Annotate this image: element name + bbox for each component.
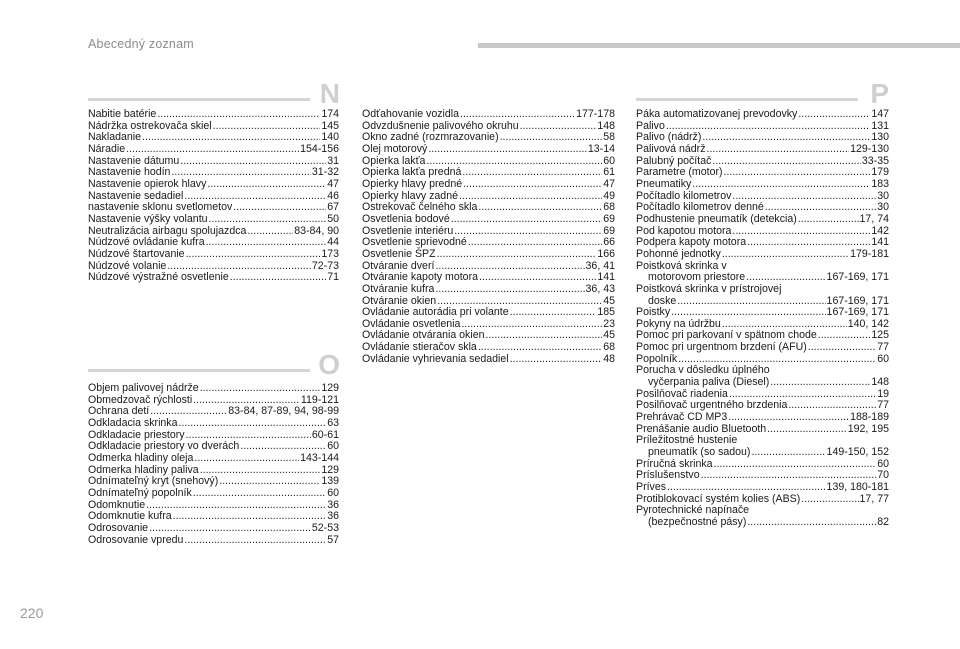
entry-label: Ovládanie osvetlenia — [362, 317, 461, 330]
leader-dots — [714, 459, 877, 471]
index-entry — [636, 249, 889, 261]
header-title: Abecedný zoznam — [88, 37, 194, 51]
section-divider — [88, 98, 310, 101]
index-entry — [636, 482, 889, 494]
leader-dots — [126, 144, 299, 156]
entry-label: Pokyny na údržbu — [636, 317, 721, 330]
entry-label: Príslušenstvo — [636, 469, 700, 482]
index-entry — [636, 435, 889, 458]
entry-pages: 49 — [603, 189, 615, 202]
entry-label: Odomknutie kufra — [88, 510, 172, 523]
entry-pages: 23 — [603, 317, 615, 330]
index-entry — [88, 109, 339, 121]
leader-dots — [209, 214, 327, 226]
header-bar — [478, 43, 960, 48]
entry-label: Odmerka hladiny oleja — [88, 451, 194, 464]
entry-sublabel: doske — [648, 294, 677, 307]
entry-label: Nastavenie opierok hlavy — [88, 177, 207, 190]
entry-pages: 58 — [603, 131, 615, 144]
leader-dots — [801, 494, 858, 506]
section-letter: O — [318, 349, 340, 380]
entry-label: Prehrávač CD MP3 — [636, 411, 728, 424]
entry-label: Pomoc pri urgentnom brzdení (AFU) — [636, 341, 807, 354]
entry-sub — [636, 447, 889, 459]
entry-label: Prenášanie audio Bluetooth — [636, 422, 767, 435]
entry-label: Ovládanie otvárania okien — [362, 329, 485, 342]
entry-label: Príručná skrinka — [636, 457, 713, 470]
entry-label: Odkladacie priestory — [88, 428, 185, 441]
leader-dots — [722, 249, 849, 261]
leader-dots — [179, 418, 327, 430]
entry-label: Otváranie kufra — [362, 282, 435, 295]
entry-pages: 174 — [321, 108, 339, 120]
entry-label: Opierka lakťa — [362, 154, 426, 167]
leader-dots — [454, 226, 602, 238]
entry-label: Nádržka ostrekovača skiel — [88, 119, 212, 132]
entry-label: Núdzové štartovanie — [88, 247, 185, 260]
entry-label: Ostrekovač čelného skla — [362, 201, 478, 214]
entry-label: Núdzové výstražné osvetlenie — [88, 271, 229, 284]
index-entry — [636, 179, 889, 191]
index-entry — [88, 523, 339, 535]
entry-pages: 143-144 — [300, 451, 339, 464]
entry-pages: 30 — [877, 189, 889, 202]
entry-label: Odkladacia skrinka — [88, 416, 178, 429]
index-entry — [636, 261, 889, 284]
entry-label: Núdzové volanie — [88, 259, 167, 272]
index-entry — [362, 109, 615, 121]
section-letter: P — [870, 78, 889, 109]
leader-dots — [462, 167, 602, 179]
index-entry — [636, 109, 889, 121]
entry-label: Opierky hlavy predné — [362, 177, 463, 190]
entry-label: Ovládanie vyhrievania sedadiel — [362, 352, 509, 365]
leader-dots — [747, 517, 876, 529]
entry-label: Poistková skrinka v — [636, 259, 727, 272]
entry-label: Náradie — [88, 142, 126, 155]
entry-pages: 77 — [877, 341, 889, 354]
entry-label: Počítadlo kilometrov — [636, 189, 732, 202]
leader-dots — [702, 132, 870, 144]
index-entry — [88, 272, 339, 284]
entry-label: Nabitie batérie — [88, 108, 157, 120]
index-entry — [362, 284, 615, 296]
leader-dots — [460, 109, 575, 121]
index-entry — [636, 412, 889, 424]
index-column-n — [88, 109, 339, 284]
entry-pages: 177-178 — [576, 108, 615, 120]
entry-pages: 167-169, 171 — [826, 306, 889, 319]
entry-label: Páka automatizovanej prevodovky — [636, 108, 798, 120]
entry-label: Núdzové ovládanie kufra — [88, 236, 205, 249]
entry-pages: 36 — [327, 510, 339, 523]
entry-label: Pneumatiky — [636, 177, 692, 190]
entry-label: Odnímateľný popolník — [88, 486, 192, 499]
leader-dots — [459, 191, 602, 203]
entry-label: Nastavenie výšky volantu — [88, 212, 208, 225]
entry-pages: 149-150, 152 — [826, 446, 889, 459]
entry-label: Nakladanie — [88, 131, 142, 144]
entry-pages: 60 — [877, 457, 889, 470]
entry-label: Odkladacie priestory vo dverách — [88, 440, 240, 453]
entry-pages: 179-181 — [850, 247, 889, 260]
entry-pages: 131 — [871, 119, 889, 132]
entry-label: Poistky — [636, 306, 671, 319]
index-entry — [362, 249, 615, 261]
entry-pages: 17, 77 — [859, 492, 889, 505]
leader-dots — [207, 179, 326, 191]
leader-dots — [732, 226, 870, 238]
leader-dots — [200, 383, 321, 395]
entry-pages: 36, 43 — [585, 282, 615, 295]
index-entry — [88, 144, 339, 156]
entry-pages: 31 — [327, 154, 339, 167]
entry-label: Odvzdušnenie palivového okruhu — [362, 119, 519, 132]
entry-pages: 71 — [327, 271, 339, 284]
entry-pages: 66 — [603, 236, 615, 249]
section-p-heading — [636, 78, 889, 110]
entry-pages: 47 — [327, 177, 339, 190]
entry-pages: 60 — [877, 352, 889, 365]
leader-dots — [468, 237, 602, 249]
leader-dots — [478, 202, 602, 214]
entry-pages: 67 — [327, 201, 339, 214]
entry-pages: 140, 142 — [847, 317, 889, 330]
entry-label: Palivo (nádrž) — [636, 131, 702, 144]
entry-label: Pod kapotou motora — [636, 224, 732, 237]
entry-pages: 69 — [603, 212, 615, 225]
entry-pages: 82 — [877, 515, 889, 528]
leader-dots — [219, 476, 320, 488]
leader-dots — [186, 249, 321, 261]
leader-dots — [437, 249, 597, 261]
leader-dots — [451, 214, 602, 226]
entry-pages: 60 — [327, 486, 339, 499]
entry-label: Nastavenie sedadiel — [88, 189, 184, 202]
index-entry — [88, 214, 339, 226]
leader-dots — [193, 488, 326, 500]
index-entry — [636, 505, 889, 528]
leader-dots — [247, 226, 293, 238]
entry-label: Palubný počítač — [636, 154, 712, 167]
entry-label: Olej motorový — [362, 142, 428, 155]
leader-dots — [677, 296, 825, 308]
leader-dots — [692, 179, 870, 191]
leader-dots — [479, 272, 596, 284]
entry-pages: 70 — [877, 469, 889, 482]
entry-pages: 52-53 — [311, 521, 339, 534]
entry-pages: 57 — [327, 533, 339, 546]
entry-pages: 83-84, 90 — [294, 224, 339, 237]
entry-pages: 148 — [871, 376, 889, 389]
entry-label: Pomoc pri parkovaní v spätnom chode — [636, 329, 817, 342]
entry-pages: 83-84, 87-89, 94, 98-99 — [228, 405, 339, 418]
entry-pages: 139 — [321, 475, 339, 488]
entry-sub — [636, 517, 889, 529]
entry-pages: 50 — [327, 212, 339, 225]
entry-pages: 154-156 — [300, 142, 339, 155]
leader-dots — [712, 156, 861, 168]
leader-dots — [486, 330, 603, 342]
entry-label: Počítadlo kilometrov denné — [636, 201, 764, 214]
entry-pages: 63 — [327, 416, 339, 429]
leader-dots — [798, 109, 870, 121]
entry-label: Ovládanie stieračov skla — [362, 341, 477, 354]
leader-dots — [428, 144, 587, 156]
entry-label: Podpera kapoty motora — [636, 236, 747, 249]
index-entry — [88, 383, 339, 395]
leader-dots — [233, 202, 326, 214]
index-entry — [636, 365, 889, 388]
entry-pages: 166 — [597, 247, 615, 260]
entry-pages: 179 — [871, 166, 889, 179]
leader-dots — [510, 354, 603, 366]
section-letter: N — [319, 78, 340, 109]
entry-label: Neutralizácia airbagu spolujazdca — [88, 224, 247, 237]
leader-dots — [463, 179, 602, 191]
leader-dots — [435, 284, 584, 296]
entry-pages: 68 — [603, 201, 615, 214]
entry-label: Príležitostné hustenie — [636, 434, 738, 447]
leader-dots — [146, 500, 326, 512]
entry-pages: 188-189 — [850, 411, 889, 424]
entry-label: nastavenie sklonu svetlometov — [88, 201, 233, 214]
entry-pages: 185 — [597, 306, 615, 319]
entry-label: Pohonné jednotky — [636, 247, 721, 260]
index-entry — [362, 354, 615, 366]
entry-label: Parametre (motor) — [636, 166, 723, 179]
entry-pages: 72-73 — [311, 259, 339, 272]
index-entry — [636, 284, 889, 307]
entry-pages: 130 — [871, 131, 889, 144]
leader-dots — [184, 535, 326, 547]
entry-label: Palivo — [636, 119, 665, 132]
entry-label: Osvetlenia bodové — [362, 212, 450, 225]
entry-label: Odnímateľný kryt (snehový) — [88, 475, 219, 488]
entry-sublabel: (bezpečnostné pásy) — [648, 515, 747, 528]
entry-label: Obmedzovač rýchlosti — [88, 393, 193, 406]
leader-dots — [770, 377, 870, 389]
index-entry — [88, 179, 339, 191]
entry-pages: 48 — [603, 352, 615, 365]
entry-pages: 125 — [871, 329, 889, 342]
entry-pages: 167-169, 171 — [826, 294, 889, 307]
entry-label: Osvetlenie interiéru — [362, 224, 454, 237]
leader-dots — [142, 132, 320, 144]
entry-label: Okno zadné (rozmrazovanie) — [362, 131, 499, 144]
index-column-o-continued — [362, 109, 615, 365]
entry-pages: 119-121 — [300, 393, 339, 406]
section-n-heading — [88, 78, 340, 110]
entry-pages: 47 — [603, 177, 615, 190]
leader-dots — [751, 447, 825, 459]
entry-pages: 69 — [603, 224, 615, 237]
entry-sublabel: vyčerpania paliva (Diesel) — [648, 376, 770, 389]
entry-label: Poistková skrinka v prístrojovej — [636, 282, 782, 295]
entry-label: Posilňovač urgentného brzdenia — [636, 399, 788, 412]
entry-pages: 139, 180-181 — [826, 481, 889, 493]
entry-label: Ochrana detí — [88, 405, 150, 418]
entry-label: Otváranie okien — [362, 294, 437, 307]
entry-pages: 129 — [321, 382, 339, 394]
entry-pages: 33-35 — [861, 154, 889, 167]
index-entry — [88, 488, 339, 500]
entry-label: Odrosovanie — [88, 521, 149, 534]
entry-pages: 60 — [327, 440, 339, 453]
section-divider — [636, 98, 858, 101]
entry-pages: 183 — [871, 177, 889, 190]
leader-dots — [707, 144, 850, 156]
index-entry — [362, 144, 615, 156]
index-entry — [636, 214, 889, 226]
entry-pages: 45 — [603, 294, 615, 307]
page-number: 220 — [20, 605, 44, 621]
index-entry — [88, 249, 339, 261]
leader-dots — [724, 167, 871, 179]
entry-pages: 129-130 — [850, 142, 889, 155]
entry-pages: 13-14 — [587, 142, 615, 155]
entry-pages: 77 — [877, 399, 889, 412]
entry-pages: 19 — [877, 387, 889, 400]
entry-label: Opierky hlavy zadné — [362, 189, 458, 202]
entry-pages: 61 — [603, 166, 615, 179]
entry-pages: 148 — [597, 119, 615, 132]
leader-dots — [728, 412, 849, 424]
entry-sublabel: motorovom priestore — [648, 271, 746, 284]
entry-pages: 60-61 — [311, 428, 339, 441]
entry-pages: 145 — [321, 119, 339, 132]
entry-label: Ovládanie autorádia pri volante — [362, 306, 509, 319]
index-entry — [362, 179, 615, 191]
entry-pages: 173 — [321, 247, 339, 260]
entry-pages: 46 — [327, 189, 339, 202]
leader-dots — [213, 121, 321, 133]
entry-label: Otváranie dverí — [362, 259, 435, 272]
entry-pages: 17, 74 — [859, 212, 889, 225]
entry-label: Nastavenie dátumu — [88, 154, 180, 167]
entry-label: Porucha v dôsledku úplného — [636, 364, 770, 377]
entry-label: Palivová nádrž — [636, 142, 706, 155]
entry-pages: 36, 41 — [585, 259, 615, 272]
leader-dots — [173, 511, 327, 523]
entry-label: Nastavenie hodín — [88, 166, 171, 179]
entry-label: Pyrotechnické napínače — [636, 504, 750, 517]
index-column-p — [636, 109, 889, 529]
entry-label: Odrosovanie vpredu — [88, 533, 184, 546]
index-entry — [362, 214, 615, 226]
entry-sub — [636, 377, 889, 389]
entry-pages: 167-169, 171 — [826, 271, 889, 284]
entry-label: Objem palivovej nádrže — [88, 382, 199, 394]
entry-label: Osvetlenie ŠPZ — [362, 247, 436, 260]
entry-label: Odmerka hladiny paliva — [88, 463, 199, 476]
entry-label: Osvetlenie sprievodné — [362, 236, 467, 249]
entry-sublabel: pneumatík (so sadou) — [648, 446, 751, 459]
leader-dots — [808, 342, 876, 354]
section-o-heading — [88, 349, 340, 381]
entry-pages: 141 — [871, 236, 889, 249]
leader-dots — [520, 121, 597, 133]
entry-pages: 30 — [877, 201, 889, 214]
leader-dots — [149, 523, 311, 535]
leader-dots — [157, 109, 320, 121]
entry-label: Opierka lakťa predná — [362, 166, 462, 179]
index-entry — [88, 418, 339, 430]
leader-dots — [230, 272, 326, 284]
index-entry — [636, 144, 889, 156]
entry-pages: 140 — [321, 131, 339, 144]
entry-pages: 147 — [871, 108, 889, 120]
leader-dots — [180, 156, 326, 168]
entry-pages: 68 — [603, 341, 615, 354]
leader-dots — [767, 424, 847, 436]
entry-label: Protiblokovací systém kolies (ABS) — [636, 492, 801, 505]
entry-pages: 192, 195 — [847, 422, 889, 435]
entry-pages: 31-32 — [311, 166, 339, 179]
entry-pages: 60 — [603, 154, 615, 167]
entry-pages: 44 — [327, 236, 339, 249]
entry-label: Popolník — [636, 352, 678, 365]
leader-dots — [667, 482, 826, 494]
leader-dots — [798, 214, 859, 226]
entry-label: Otváranie kapoty motora — [362, 271, 478, 284]
index-entry — [88, 453, 339, 465]
leader-dots — [206, 237, 327, 249]
entry-label: Odťahovanie vozidla — [362, 108, 460, 120]
entry-pages: 129 — [321, 463, 339, 476]
leader-dots — [194, 453, 299, 465]
entry-pages: 142 — [871, 224, 889, 237]
leader-dots — [818, 330, 871, 342]
entry-pages: 45 — [603, 329, 615, 342]
leader-dots — [510, 307, 597, 319]
leader-dots — [500, 132, 603, 144]
entry-pages: 141 — [597, 271, 615, 284]
index-column-o — [88, 383, 339, 546]
entry-pages: 36 — [327, 498, 339, 511]
page-header — [0, 0, 960, 62]
entry-label: Podhustenie pneumatík (detekcia) — [636, 212, 797, 225]
index-entry — [88, 535, 339, 547]
entry-label: Odomknutie — [88, 498, 146, 511]
entry-label: Posilňovač riadenia — [636, 387, 728, 400]
section-divider — [88, 369, 310, 372]
entry-label: Príves — [636, 481, 667, 493]
